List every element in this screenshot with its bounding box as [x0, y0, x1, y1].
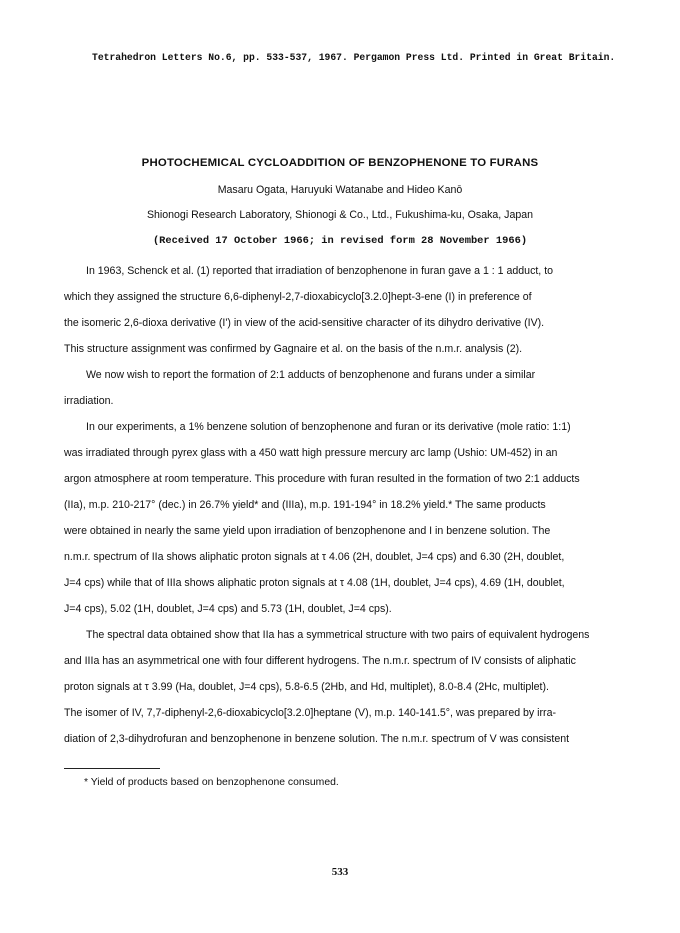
body-line: and IIIa has an asymmetrical one with four different hydrogens. The n.m.r. spectrum of IV consists of aliphatic [64, 655, 576, 667]
body-line: The isomer of IV, 7,7-diphenyl-2,6-dioxabicyclo[3.2.0]heptane (V), m.p. 140-141.5°, was prepared by irra- [64, 707, 557, 719]
article-authors: Masaru Ogata, Haruyuki Watanabe and Hideo Kanō [217, 184, 463, 196]
body-line: In our experiments, a 1% benzene solution of benzophenone and furan or its derivative (mole ratio: 1:1) [86, 421, 571, 433]
body-line: diation of 2,3-dihydrofuran and benzophenone in benzene solution. The n.m.r. spectrum of V was consistent [64, 733, 570, 745]
footnote-rule [64, 768, 160, 769]
body-line: irradiation. [64, 395, 114, 407]
body-line: In 1963, Schenck et al. (1) reported that irradiation of benzophenone in furan gave a 1 : 1 adduct, to [86, 265, 554, 277]
footnote: * Yield of products based on benzophenone consumed. [84, 777, 339, 788]
article-title: PHOTOCHEMICAL CYCLOADDITION OF BENZOPHENONE TO FURANS [141, 157, 539, 169]
body-line: argon atmosphere at room temperature. This procedure with furan resulted in the formation of two 2:1 adducts [64, 473, 580, 485]
body-line: proton signals at τ 3.99 (Ha, doublet, J=4 cps), 5.8-6.5 (2Hb, and Hd, multiplet), 8.0-8.4 (2Hc, multiplet). [64, 681, 549, 693]
received-date: (Received 17 October 1966; in revised form 28 November 1966) [152, 235, 528, 247]
running-head: Tetrahedron Letters No.6, pp. 533-537, 1967. Pergamon Press Ltd. Printed in Great Britain. [92, 52, 616, 63]
body-line: (IIa), m.p. 210-217° (dec.) in 26.7% yield* and (IIIa), m.p. 191-194° in 18.2% yield.* The same products [64, 499, 546, 511]
body-line: were obtained in nearly the same yield upon irradiation of benzophenone and I in benzene solution. The [64, 525, 551, 537]
body-line: J=4 cps), 5.02 (1H, doublet, J=4 cps) and 5.73 (1H, doublet, J=4 cps). [64, 603, 392, 615]
page-number: 533 [331, 866, 349, 878]
body-line: the isomeric 2,6-dioxa derivative (I') in view of the acid-sensitive character of its dihydro derivative (IV). [64, 317, 545, 329]
body-line: was irradiated through pyrex glass with a 450 watt high pressure mercury arc lamp (Ushio: UM-452) in an [64, 447, 558, 459]
body-line: J=4 cps) while that of IIIa shows aliphatic proton signals at τ 4.08 (1H, doublet, J=4 cps), 4.69 (1H, doublet, [64, 577, 565, 589]
body-line: We now wish to report the formation of 2:1 adducts of benzophenone and furans under a similar [86, 369, 536, 381]
body-line: This structure assignment was confirmed by Gagnaire et al. on the basis of the n.m.r. analysis (2). [64, 343, 523, 355]
body-line: which they assigned the structure 6,6-diphenyl-2,7-dioxabicyclo[3.2.0]hept-3-ene (I) in preference of [64, 291, 532, 303]
body-line: n.m.r. spectrum of IIa shows aliphatic proton signals at τ 4.06 (2H, doublet, J=4 cps) and 6.30 (2H, doublet, [64, 551, 565, 563]
body-line: The spectral data obtained show that IIa has a symmetrical structure with two pairs of equivalent hydrogens [86, 629, 590, 641]
article-affiliation: Shionogi Research Laboratory, Shionogi & Co., Ltd., Fukushima-ku, Osaka, Japan [146, 209, 534, 221]
